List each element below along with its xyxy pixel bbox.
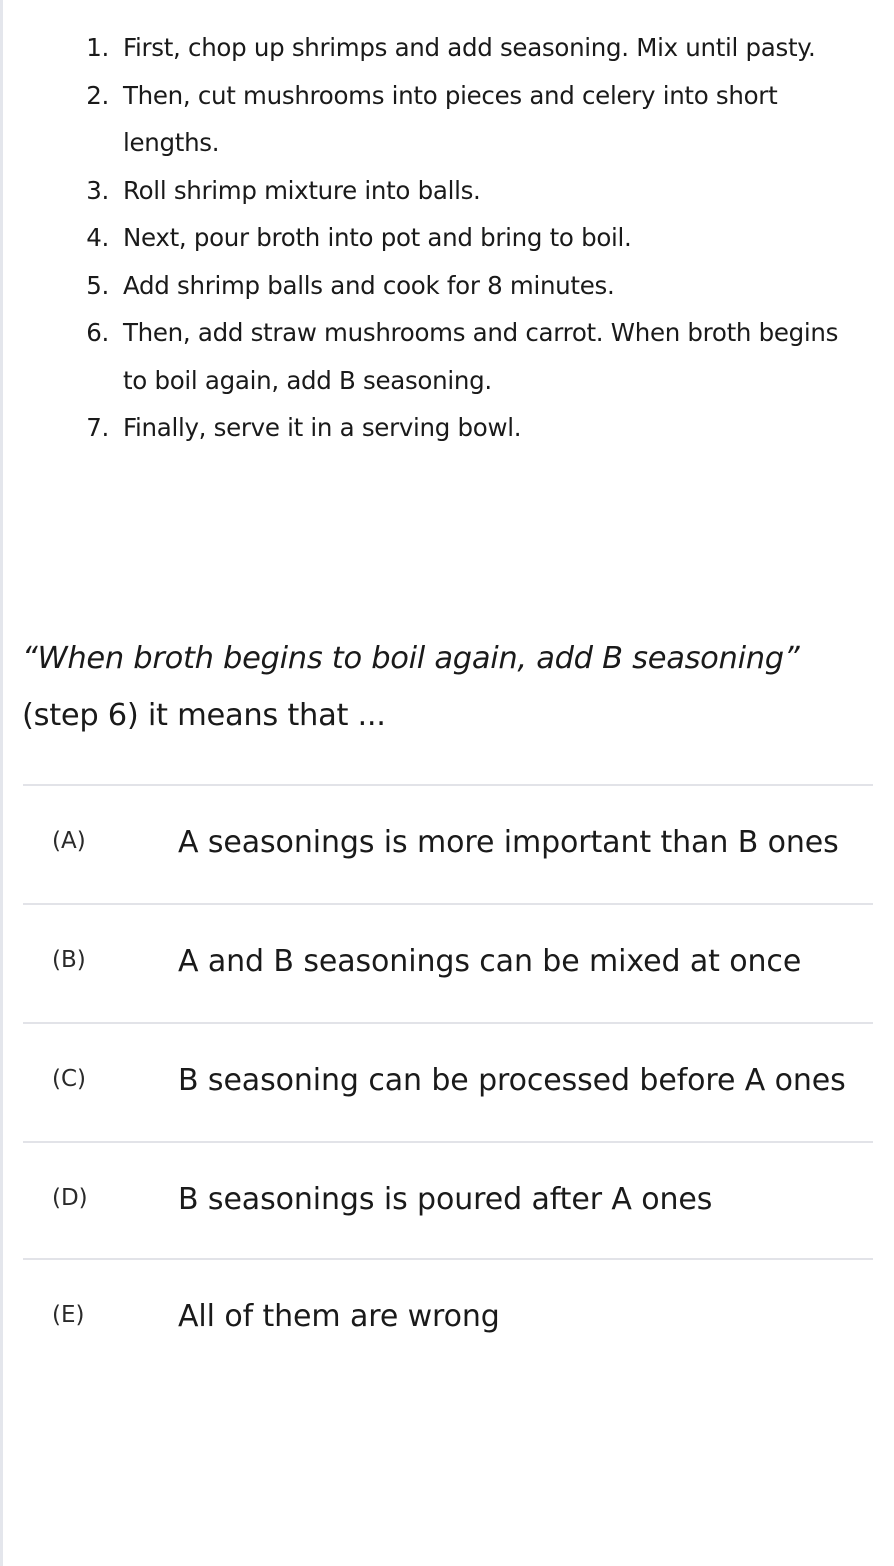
option-text: A seasonings is more important than B ones <box>178 825 839 860</box>
step-number: 6. <box>86 318 109 347</box>
list-item <box>0 167 894 215</box>
step-number: 7. <box>86 413 109 442</box>
step-number: 3. <box>86 175 109 205</box>
step-text: First, chop up shrimps and add seasoning. Mix until pasty. <box>123 33 816 62</box>
option-letter: (D) <box>52 1185 88 1211</box>
recipe-steps-list <box>0 24 894 452</box>
list-item <box>0 262 894 310</box>
question-text <box>22 630 882 744</box>
step-number: 5. <box>86 270 109 300</box>
answer-options <box>23 784 873 1371</box>
step-text: Then, add straw mushrooms and carrot. When broth begins to boil again, add B seasoning. <box>123 318 839 395</box>
answer-option-e[interactable] <box>23 1260 873 1371</box>
step-number: 4. <box>86 223 109 252</box>
step-text: Add shrimp balls and cook for 8 minutes. <box>123 270 615 300</box>
list-item <box>0 24 894 72</box>
option-letter: (A) <box>52 828 86 854</box>
option-text: A and B seasonings can be mixed at once <box>178 944 802 979</box>
option-text: All of them are wrong <box>178 1299 500 1334</box>
list-item <box>0 72 894 167</box>
question-rest: (step 6) it means that ... <box>22 698 386 733</box>
question-quote: “When broth begins to boil again, add B seasoning” <box>22 641 800 676</box>
step-text: Then, cut mushrooms into pieces and celery into short lengths. <box>123 80 778 157</box>
option-letter: (E) <box>52 1302 85 1328</box>
option-letter: (C) <box>52 1066 87 1092</box>
answer-option-c[interactable] <box>23 1024 873 1143</box>
option-letter: (B) <box>52 947 86 973</box>
step-text: Finally, serve it in a serving bowl. <box>123 413 522 442</box>
list-item <box>0 309 894 404</box>
answer-option-d[interactable] <box>23 1143 873 1260</box>
step-number: 1. <box>86 33 109 62</box>
list-item <box>0 404 894 452</box>
answer-option-b[interactable] <box>23 905 873 1024</box>
list-item <box>0 214 894 262</box>
option-text: B seasonings is poured after A ones <box>178 1182 713 1217</box>
step-text: Next, pour broth into pot and bring to boil. <box>123 223 632 252</box>
step-number: 2. <box>86 80 109 110</box>
option-text: B seasoning can be processed before A ones <box>178 1063 846 1098</box>
answer-option-a[interactable] <box>23 786 873 905</box>
step-text: Roll shrimp mixture into balls. <box>123 175 481 205</box>
